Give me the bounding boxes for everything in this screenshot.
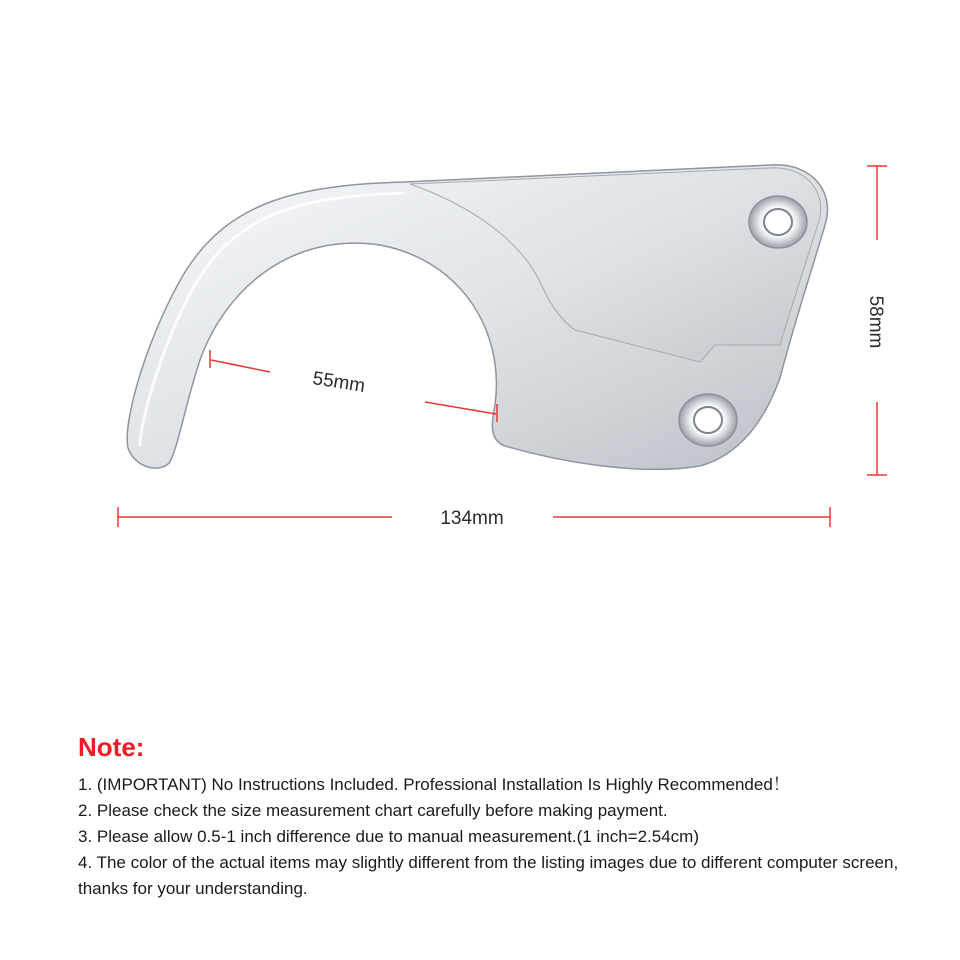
note-title: Note:	[78, 732, 145, 762]
lower-mounting-hole	[679, 394, 737, 446]
notes-section	[78, 730, 948, 902]
dimension-length	[118, 507, 830, 529]
dimension-line-inner-right	[425, 402, 496, 414]
note-list	[78, 772, 948, 902]
upper-mounting-hole	[749, 196, 807, 248]
bracket-illustration	[127, 165, 827, 470]
dimension-label-length: 134mm	[440, 508, 504, 529]
dimension-label-height: 58mm	[865, 295, 886, 349]
note-item-1: 1. (IMPORTANT) No Instructions Included. Professional Installation Is Highly Recommended！	[78, 775, 790, 794]
note-item-4: 4. The color of the actual items may slightly different from the listing images due to different computer screen, thanks for your understanding.	[78, 853, 899, 898]
dimension-line-inner-left	[211, 360, 270, 372]
dimension-label-inner-diameter: 55mm	[311, 368, 367, 398]
note-item-2: 2. Please check the size measurement chart carefully before making payment.	[78, 801, 668, 820]
dimension-inner-diameter	[210, 350, 497, 422]
dimension-height	[865, 166, 887, 475]
note-item-3: 3. Please allow 0.5-1 inch difference due to manual measurement.(1 inch=2.54cm)	[78, 827, 700, 846]
